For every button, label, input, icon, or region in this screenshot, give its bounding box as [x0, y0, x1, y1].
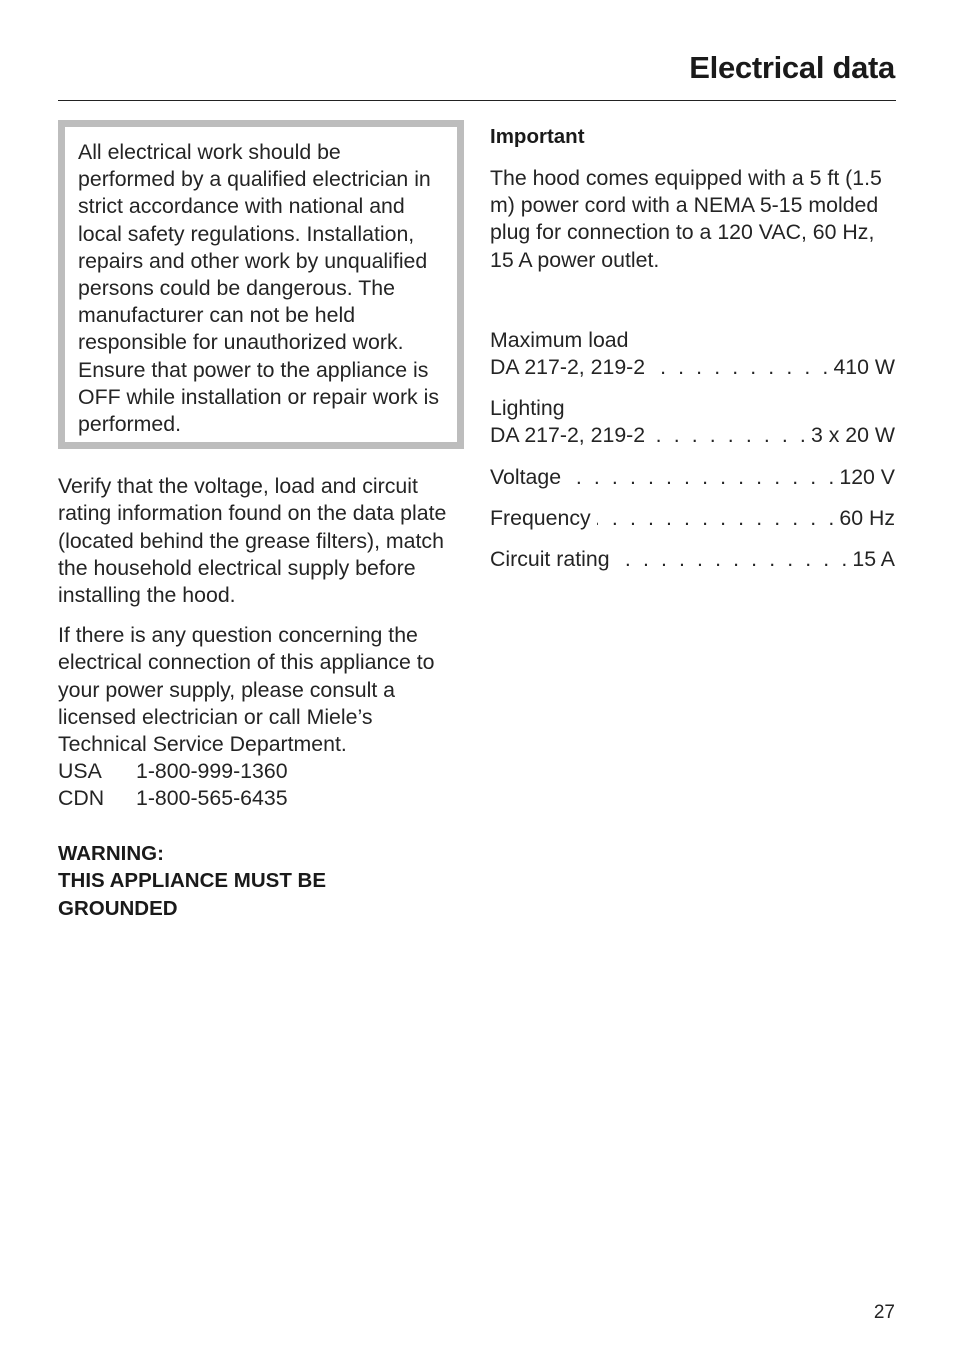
safety-notice-box [58, 120, 464, 449]
spec-list [490, 327, 895, 573]
spec-voltage [490, 464, 895, 491]
page-number: 27 [873, 1302, 895, 1323]
spec-value: 120 V [839, 464, 895, 489]
spec-value: 410 W [833, 355, 895, 380]
spec-value: 3 x 20 W [810, 423, 895, 448]
spec-row [490, 354, 895, 381]
phone-number: 1-800-999-1360 [136, 759, 288, 784]
important-heading: Important [490, 125, 585, 148]
phone-country: USA [58, 759, 102, 784]
important-text: The hood comes equipped with a 5 ft (1.5 m) power cord with a NEMA 5-15 molded plug for connection to a 120 VAC, 60 Hz, 15 A power outlet. [490, 166, 882, 272]
spec-label: DA 217-2, 219-2 [490, 355, 646, 380]
phone-country: CDN [58, 786, 105, 811]
spec-label: Frequency [490, 505, 591, 530]
left-column [58, 120, 458, 922]
spec-lighting [490, 395, 895, 449]
warning-line: THIS APPLIANCE MUST BE [58, 869, 327, 893]
spec-label: DA 217-2, 219-2 [490, 423, 646, 448]
phone-row-cdn [58, 785, 458, 812]
spec-value: 60 Hz [839, 505, 895, 530]
spec-label: Voltage [490, 464, 562, 489]
spec-heading: Lighting [490, 396, 565, 421]
safety-notice-power-off: Ensure that power to the appliance is OFF while installation or repair work is performed. [78, 357, 439, 437]
safety-notice-text: All electrical work should be performed by a qualified electrician in strict accordance with national and local safety regulations. Installation, repairs and other work by unqualified persons could be dangerous. The manufacturer can not be held responsible for unauthorized work. [78, 140, 431, 355]
page-title: Electrical data [689, 50, 895, 85]
phone-row-usa [58, 758, 458, 785]
spec-row [490, 422, 895, 449]
warning-line: GROUNDED [58, 896, 178, 920]
header-rule [58, 100, 896, 101]
spec-heading: Maximum load [490, 327, 629, 352]
verify-paragraph: Verify that the voltage, load and circuit rating information found on the data plate (located behind the grease filters), match the household electrical supply before installing the hood. [58, 474, 447, 608]
grounding-warning [58, 840, 458, 923]
warning-line: WARNING: [58, 841, 164, 865]
contact-section [58, 622, 458, 812]
leader-dots [597, 505, 838, 532]
spec-label: Circuit rating [490, 547, 610, 572]
leader-dots [651, 422, 809, 449]
spec-frequency [490, 505, 895, 532]
leader-dots [611, 546, 851, 573]
leader-dots [567, 464, 837, 491]
spec-max-load [490, 327, 895, 381]
question-paragraph: If there is any question concerning the electrical connection of this appliance to your power supply, please consult a licensed electrician or call Miele’s Technical Service Department. [58, 623, 435, 757]
spec-value: 15 A [852, 547, 895, 572]
spec-circuit-rating [490, 546, 895, 573]
phone-number: 1-800-565-6435 [136, 786, 288, 811]
right-column [490, 123, 895, 587]
leader-dots [651, 354, 831, 381]
